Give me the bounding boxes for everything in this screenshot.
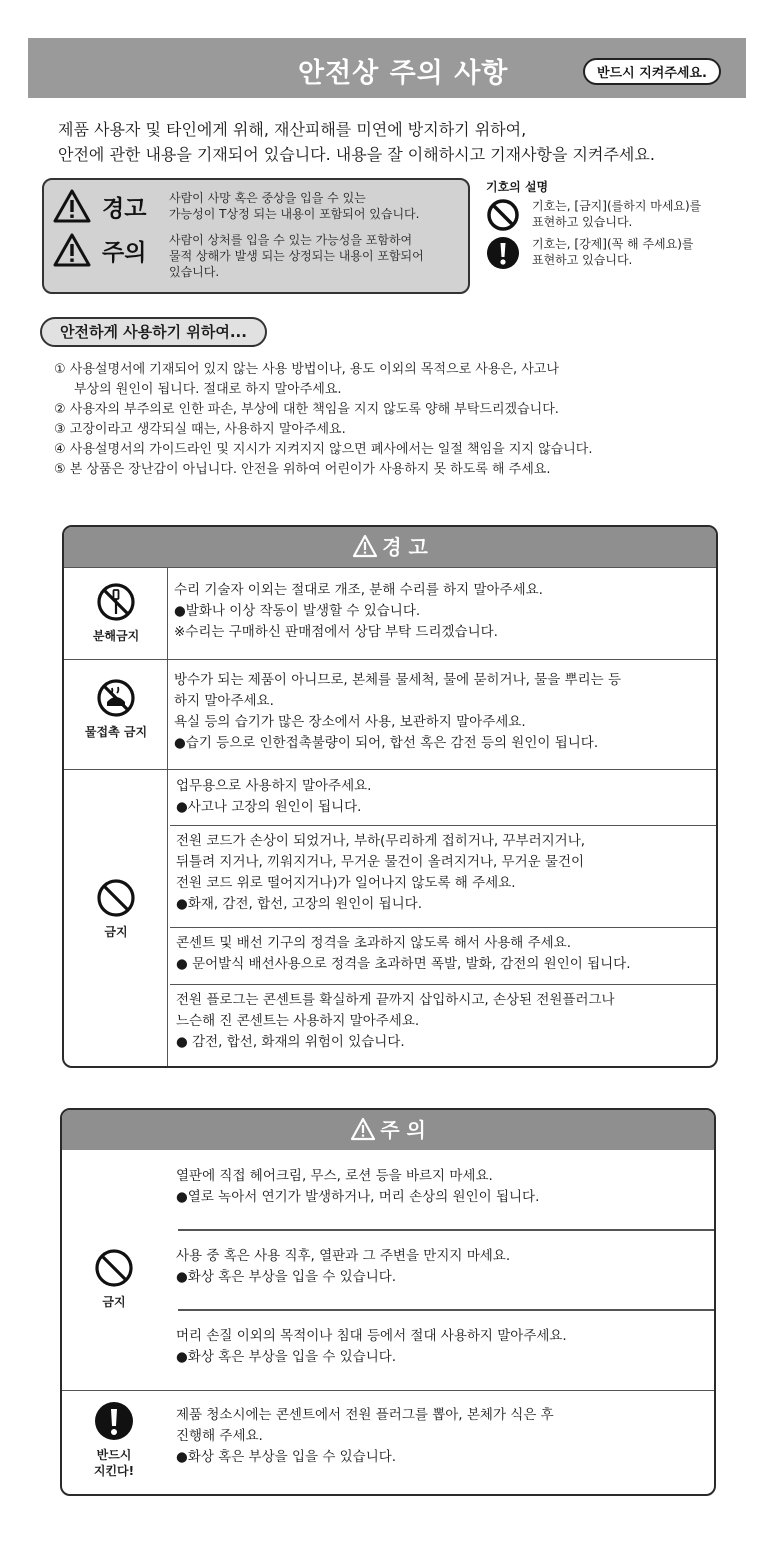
- intro-line-2: 안전에 관한 내용을 기재되어 있습니다. 내용을 잘 이해하시고 기재사항을 지켜주세요.: [58, 145, 655, 164]
- text-line: 전원 플로그는 콘센트를 확실하게 끝까지 삽입하시고, 손상된 전원플러그나: [176, 992, 615, 1008]
- caution-panel: [60, 1108, 716, 1496]
- hot-plate-touch-block: [176, 1246, 714, 1288]
- mandatory-icon-cell: [62, 1391, 166, 1496]
- legend-title: 기호의 설명: [486, 180, 549, 194]
- must-follow-badge: 반드시 지켜주세요.: [583, 58, 721, 85]
- water-icon-cell: [64, 660, 168, 769]
- intro-text: [58, 117, 655, 167]
- caution-triangle-icon: [350, 1117, 376, 1141]
- legend-mandatory: [486, 236, 756, 272]
- caution-panel-title: 주 의: [380, 1118, 426, 1142]
- text-line: ●화재, 감전, 합선, 고장의 원인이 됩니다.: [176, 896, 423, 912]
- prohibited-icon-cell: [64, 770, 168, 1068]
- text-line: 콘센트 및 배선 기구의 정격을 초과하지 않도록 해서 사용해 주세요.: [176, 935, 572, 951]
- list-item: ① 사용설명서에 기재되어 있지 않는 사용 방법이나, 용도 이외의 목적으로 사용은, 사고나: [54, 362, 559, 377]
- disassembly-label: 분해금지: [92, 629, 140, 643]
- text-line: ●화상 혹은 부상을 입을 수 있습니다.: [176, 1449, 397, 1465]
- prohibit-icon: [96, 878, 136, 918]
- signal-word-box: [42, 178, 470, 294]
- mandatory-label-2: 지킨다!: [93, 1464, 135, 1478]
- text-line: ●습기 등으로 인한접촉불량이 되어, 합선 혹은 감전 등의 원인이 됩니다.: [174, 735, 599, 751]
- cleaning-block: [176, 1405, 714, 1468]
- list-item: ② 사용자의 부주의로 인한 파손, 부상에 대한 책임을 지지 않도록 양해 부탁드리겠습니다.: [54, 402, 559, 417]
- text-line: ● 문어발식 배선사용으로 정격을 초과하면 폭발, 발화, 감전의 원인이 됩니다.: [176, 956, 631, 972]
- legend-text-line: 기호는, [금지](를하지 마세요)를: [532, 199, 702, 213]
- text-line: 머리 손질 이외의 목적이나 침대 등에서 절대 사용하지 말아주세요.: [176, 1328, 567, 1344]
- caution-desc-line: 물적 상해가 발생 되는 상정되는 내용이 포함되어: [169, 249, 424, 263]
- text-line: ●발화나 이상 작동이 발생할 수 있습니다.: [174, 603, 421, 619]
- prohibited-label: 금지: [104, 925, 128, 939]
- power-plug-block: [170, 984, 716, 1053]
- caution-desc-line: 있습니다.: [169, 265, 220, 279]
- prohibit-icon: [486, 198, 520, 232]
- prohibited-text: [170, 770, 716, 1068]
- caution-triangle-icon: [52, 232, 92, 268]
- list-item: 부상의 원인이 됩니다. 절대로 하지 말아주세요.: [74, 382, 342, 397]
- warning-panel: [62, 525, 718, 1068]
- water-icon-wrap: [64, 678, 168, 740]
- safe-use-heading: 안전하게 사용하기 위하여...: [40, 317, 267, 347]
- disassembly-icon-cell: [64, 568, 168, 659]
- warning-triangle-icon: [352, 534, 378, 558]
- legend-prohibit-text: [532, 198, 754, 230]
- text-line: ※수리는 구매하신 판매점에서 상담 부탁 드리겠습니다.: [174, 624, 498, 640]
- list-item: ④ 사용설명서의 가이드라인 및 지시가 지켜지지 않으면 폐사에서는 일절 책임을 지지 않습니다.: [54, 442, 593, 457]
- power-cord-block: [170, 825, 716, 915]
- intro-line-1: 제품 사용자 및 타인에게 위해, 재산피해를 미연에 방지하기 위하여,: [58, 120, 527, 139]
- caution-panel-header: [62, 1110, 714, 1150]
- caution-desc-line: 사람이 상처를 입을 수 있는 가능성을 포함하여: [169, 233, 413, 247]
- text-line: 욕실 등의 습기가 많은 장소에서 사용, 보관하지 말아주세요.: [174, 714, 526, 730]
- caution-prohibited-label: 금지: [102, 1295, 126, 1309]
- prohibited-icon-wrap: [64, 878, 168, 940]
- water-contact-row: [64, 659, 718, 769]
- caution-mandatory-row: [62, 1390, 716, 1496]
- text-line: 전원 코드 위로 떨어지거나)가 일어나지 않도록 해 주세요.: [176, 875, 516, 891]
- warning-panel-header: [64, 527, 716, 567]
- mandatory-icon-wrap: [62, 1401, 166, 1479]
- legend-text-line: 기호는, [강제](꼭 해 주세요)를: [532, 237, 694, 251]
- water-contact-text-block: [174, 670, 712, 754]
- text-line: 진행해 주세요.: [176, 1428, 263, 1444]
- warning-level-row: [52, 188, 472, 232]
- caution-level-row: [52, 230, 472, 290]
- caution-description: [169, 232, 474, 280]
- text-line: ● 감전, 합선, 화재의 위험이 있습니다.: [176, 1034, 405, 1050]
- warning-desc-line: 사람이 사망 혹은 중상을 입을 수 있는: [169, 191, 366, 205]
- text-line: 방수가 되는 제품이 아니므로, 본체를 물세척, 물에 묻히거나, 물을 뿌리는 등: [174, 672, 622, 688]
- list-item: ③ 고장이라고 생각되실 때는, 사용하지 말아주세요.: [54, 422, 346, 437]
- caution-prohibited-row: [62, 1150, 716, 1390]
- text-line: 사용 중 혹은 사용 직후, 열판과 그 주변을 만지지 마세요.: [176, 1248, 511, 1264]
- disassembly-row: [64, 567, 718, 659]
- legend-prohibit: [486, 198, 756, 232]
- caution-prohibited-icon-cell: [62, 1150, 166, 1390]
- page-title: 안전상 주의 사항: [298, 58, 509, 89]
- warning-panel-title: 경 고: [382, 535, 428, 559]
- prohibited-row: [64, 769, 718, 1068]
- water-contact-label: 물접촉 금지: [84, 725, 148, 739]
- warning-desc-line: 가능성이 T상정 되는 내용이 포함되어 있습니다.: [169, 207, 420, 221]
- business-use-block: [170, 776, 716, 818]
- divider: [178, 1229, 716, 1231]
- text-line: 뒤틀려 지거나, 끼워지거나, 무거운 물건이 올려지거나, 무거운 물건이: [176, 854, 585, 870]
- legend-text-line: 표현하고 있습니다.: [532, 215, 633, 229]
- list-item: ⑤ 본 상품은 장난감이 아닙니다. 안전을 위하여 어린이가 사용하지 못 하도록 해 주세요.: [54, 462, 551, 477]
- outlet-rating-block: [170, 927, 716, 975]
- usage-notes-list: [54, 360, 592, 480]
- header-bar: [28, 38, 746, 98]
- warning-triangle-icon: [52, 188, 92, 224]
- warning-word: 경고: [102, 196, 147, 222]
- warning-description: [169, 190, 474, 222]
- caution-word: 주의: [102, 240, 147, 266]
- mandatory-icon: [486, 236, 520, 270]
- prohibit-icon: [94, 1248, 134, 1288]
- text-line: 제품 청소시에는 콘센트에서 전원 플러그를 뽑아, 본체가 식은 후: [176, 1407, 554, 1423]
- mandatory-label-1: 반드시: [96, 1448, 132, 1462]
- no-water-contact-icon: [96, 678, 136, 718]
- text-line: 하지 말아주세요.: [174, 693, 274, 709]
- divider: [178, 1309, 716, 1311]
- no-disassembly-icon: [96, 582, 136, 622]
- other-purpose-block: [176, 1326, 714, 1368]
- text-line: ●사고나 고장의 원인이 됩니다.: [176, 799, 362, 815]
- text-line: 업무용으로 사용하지 말아주세요.: [176, 778, 372, 794]
- disassembly-text-block: [174, 580, 712, 643]
- disassembly-icon-wrap: [64, 582, 168, 644]
- caution-prohibited-icon-wrap: [62, 1248, 166, 1310]
- text-line: 수리 기술자 이외는 절대로 개조, 분해 수리를 하지 말아주세요.: [174, 582, 543, 598]
- text-line: 전원 코드가 손상이 되었거나, 부하(무리하게 접히거나, 꾸부러지거나,: [176, 833, 586, 849]
- legend-mandatory-text: [532, 236, 754, 268]
- mandatory-icon: [94, 1401, 134, 1441]
- text-line: ●화상 혹은 부상을 입을 수 있습니다.: [176, 1269, 397, 1285]
- text-line: ●화상 혹은 부상을 입을 수 있습니다.: [176, 1349, 397, 1365]
- text-line: 느슨해 진 콘센트는 사용하지 말아주세요.: [176, 1013, 420, 1029]
- legend-text-line: 표현하고 있습니다.: [532, 253, 633, 267]
- text-line: 열판에 직접 헤어크림, 무스, 로션 등을 바르지 마세요.: [176, 1168, 493, 1184]
- text-line: ●열로 녹아서 연기가 발생하거나, 머리 손상의 원인이 됩니다.: [176, 1189, 540, 1205]
- hot-plate-cream-block: [176, 1166, 714, 1208]
- symbol-legend: [486, 178, 756, 267]
